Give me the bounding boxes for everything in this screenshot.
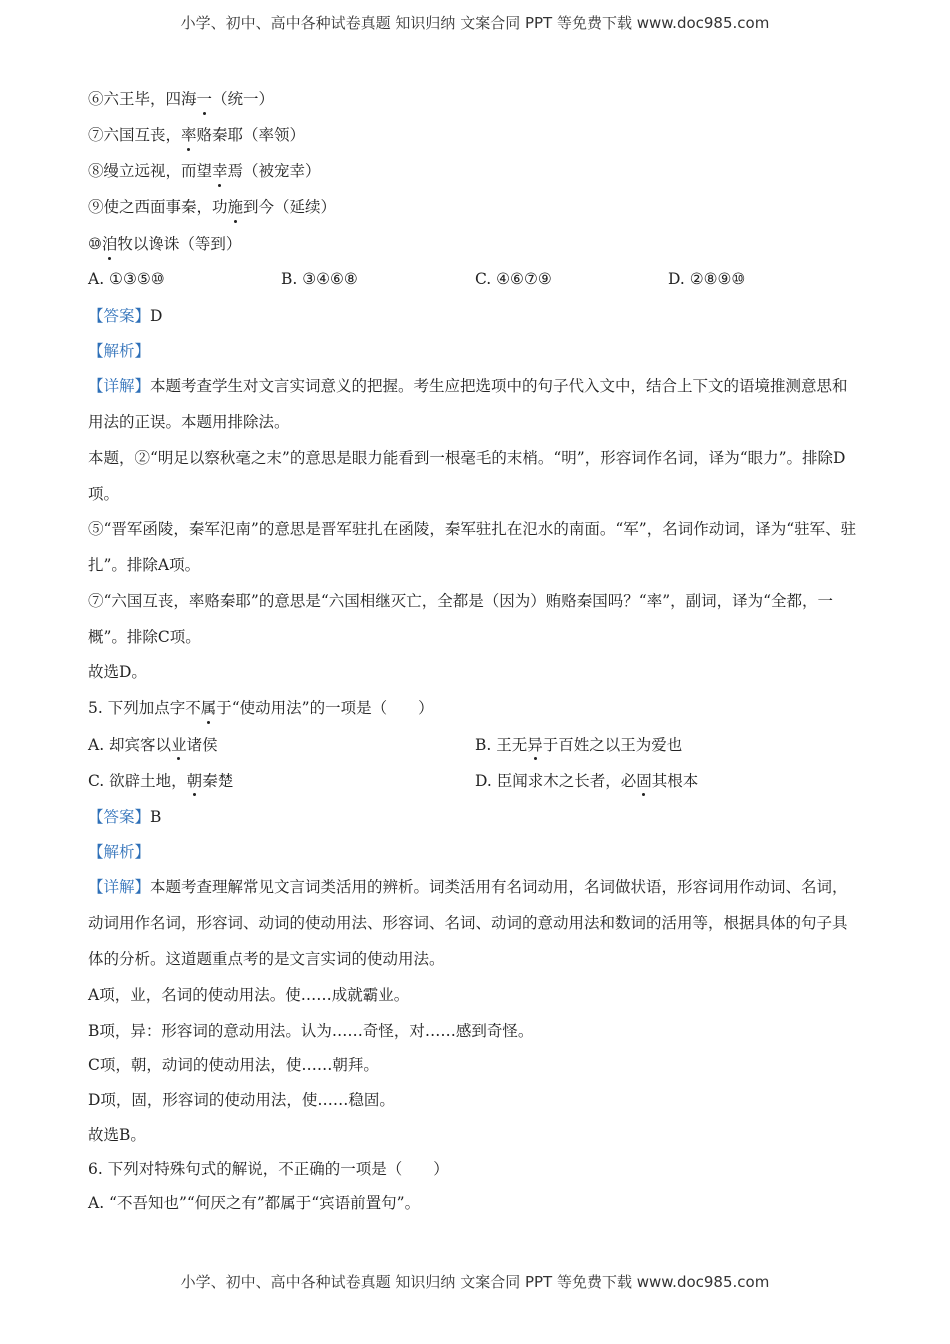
q4-option-b: B. ③④⑥⑧ — [281, 270, 358, 288]
q4-explanation-2: ⑤“晋军函陵，秦军氾南”的意思是晋军驻扎在函陵，秦军驻扎在氾水的南面。“军”，名词作动词，译为“驻军、驻扎”。排除A项。 — [88, 520, 857, 574]
q5-detail: 【详解】本题考查理解常见文言词类活用的辨析。词类活用有名词动用，名词做状语，形容词用作动词、名词，动词用作名词，形容词、动词的使动用法、形容词、名词、动词的意动用法和数词的活用等，根据具体的句子具体的分析。这道题重点考的是文言实词的使动用法。 — [88, 878, 848, 968]
item-10: ⑩洎牧以谗诛（等到） — [88, 235, 242, 253]
q4-option-a: A. ①③⑤⑩ — [88, 270, 165, 288]
q4-explanation-1: 本题，②“明足以察秋毫之末”的意思是眼力能看到一根毫毛的末梢。“明”，形容词作名词，译为“眼力”。排除D项。 — [88, 449, 846, 503]
q5-explanation-c: C项，朝，动词的使动用法，使……朝拜。 — [88, 1056, 379, 1074]
q4-answer: 【答案】D — [88, 307, 163, 325]
q5-answer: 【答案】B — [88, 808, 162, 826]
item-6: ⑥六王毕，四海一（统一） — [88, 90, 275, 108]
q5-option-a: A. 却宾客以业诸侯 — [88, 733, 218, 755]
item-8: ⑧缦立远视，而望幸焉（被宠幸） — [88, 162, 321, 180]
q5-explanation-b: B项，异：形容词的意动用法。认为……奇怪，对……感到奇怪。 — [88, 1022, 534, 1040]
q4-option-c: C. ④⑥⑦⑨ — [475, 270, 552, 288]
q4-explanation-3: ⑦“六国互丧，率赂秦耶”的意思是“六国相继灭亡，全都是（因为）贿赂秦国吗？“率”，副词，译为“全都，一概”。排除C项。 — [88, 592, 834, 646]
q5-explanation-d: D项，固，形容词的使动用法，使……稳固。 — [88, 1091, 395, 1109]
q4-option-d: D. ②⑧⑨⑩ — [668, 270, 746, 288]
page-footer: 小学、初中、高中各种试卷真题 知识归纳 文案合同 PPT 等免费下载 www.doc985.com — [180, 1273, 770, 1291]
item-9: ⑨使之西面事秦，功施到今（延续） — [88, 198, 337, 216]
q4-analysis-label: 【解析】 — [88, 342, 151, 360]
q4-detail: 【详解】本题考查学生对文言实词意义的把握。考生应把选项中的句子代入文中，结合上下文的语境推测意思和用法的正误。本题用排除法。 — [88, 377, 848, 431]
q5-conclusion: 故选B。 — [88, 1126, 146, 1144]
q5-explanation-a: A项，业，名词的使动用法。使……成就霸业。 — [88, 986, 410, 1004]
q5-option-b: B. 王无异于百姓之以王为爱也 — [475, 733, 682, 755]
q5-option-d: D. 臣闻求木之长者，必固其根本 — [475, 769, 698, 791]
q5-option-c: C. 欲辟土地，朝秦楚 — [88, 769, 233, 791]
q5-question: 5. 下列加点字不属于“使动用法”的一项是（ ） — [88, 699, 434, 717]
page-header: 小学、初中、高中各种试卷真题 知识归纳 文案合同 PPT 等免费下载 www.doc985.com — [180, 14, 770, 32]
item-7: ⑦六国互丧，率赂秦耶（率领） — [88, 126, 306, 144]
q5-analysis-label: 【解析】 — [88, 843, 151, 861]
q4-conclusion: 故选D。 — [88, 663, 147, 681]
q6-question: 6. 下列对特殊句式的解说，不正确的一项是（ ） — [88, 1160, 449, 1178]
q6-option-a: A. “不吾知也”“何厌之有”都属于“宾语前置句”。 — [88, 1194, 421, 1212]
